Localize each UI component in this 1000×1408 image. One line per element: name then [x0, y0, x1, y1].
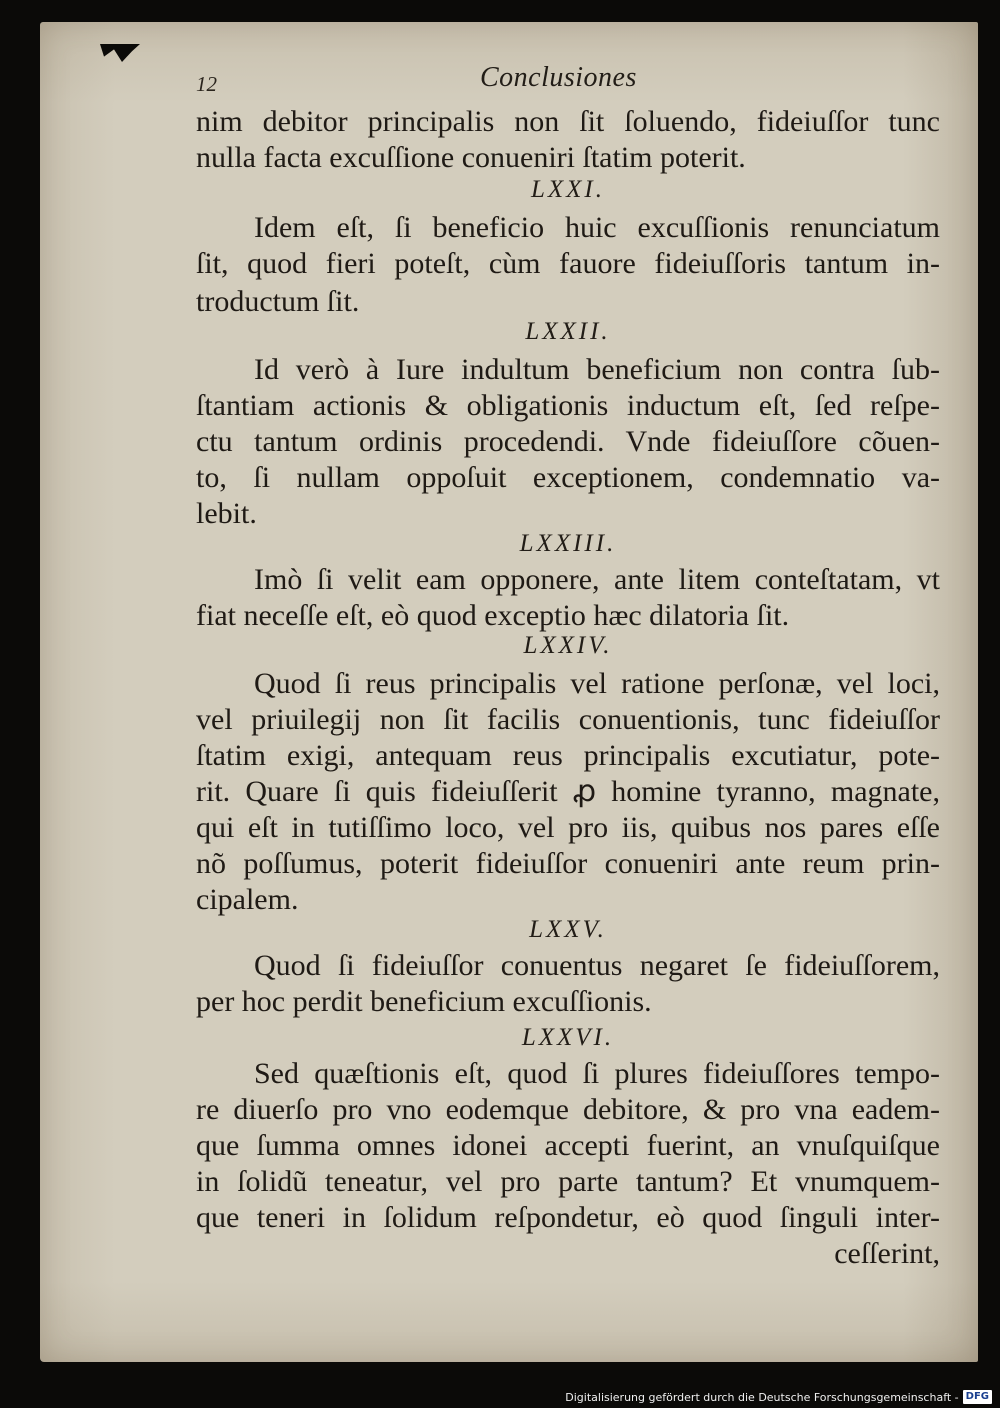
- text-line: re diuerſo pro vno eodemque debitore, & pro vna eadem-: [196, 1093, 940, 1126]
- text-line: nulla facta excuſſione conueniri ſtatim poterit.: [196, 141, 746, 174]
- text-line: rit. Quare ſi quis fideiuſſerit ꝓ homine tyranno, magnate,: [196, 775, 940, 808]
- torn-corner: [100, 44, 140, 62]
- text-line: Idem eſt, ſi beneficio huic excuſſionis renunciatum: [254, 211, 940, 244]
- text-line: ctu tantum ordinis procedendi. Vnde fideiuſſore cõuen-: [196, 425, 940, 458]
- text-line: nõ poſſumus, poterit fideiuſſor conueniri ante reum prin-: [196, 847, 940, 880]
- text-line: per hoc perdit beneficium excuſſionis.: [196, 985, 652, 1018]
- text-line: que teneri in ſolidum reſpondetur, eò quod ſinguli inter-: [196, 1201, 940, 1234]
- section-numeral: LXXV.: [529, 916, 607, 943]
- dfg-logo: DFG: [963, 1390, 992, 1404]
- text-line: que ſumma omnes idonei accepti fuerint, an vnuſquiſque: [196, 1129, 940, 1162]
- text-line: to, ſi nullam oppoſuit exceptionem, condemnatio va-: [196, 461, 940, 494]
- text-line: cipalem.: [196, 883, 299, 916]
- text-line: ſtatim exigi, antequam reus principalis excutiatur, pote-: [196, 739, 940, 772]
- page-header: [196, 62, 936, 102]
- section-numeral: LXXII.: [525, 318, 611, 345]
- section-numeral: LXXIV.: [523, 632, 613, 659]
- section-numeral: LXXVI.: [521, 1024, 615, 1051]
- text-line: troductum ſit.: [196, 285, 360, 318]
- section-numeral: LXXIII.: [519, 530, 617, 557]
- text-line: lebit.: [196, 497, 257, 530]
- text-line: Id verò à Iure indultum beneficium non contra ſub-: [254, 353, 940, 386]
- text-line: ſtantiam actionis & obligationis inductum eſt, ſed reſpe-: [196, 389, 940, 422]
- page-number: 12: [196, 72, 217, 96]
- text-line: Quod ſi fideiuſſor conuentus negaret ſe fideiuſſorem,: [254, 949, 940, 982]
- text-line: ceſſerint,: [834, 1237, 940, 1270]
- text-line: in ſolidũ teneatur, vel pro parte tantum? Et vnumquem-: [196, 1165, 940, 1198]
- text-line: Imò ſi velit eam opponere, ante litem conteſtatam, vt: [254, 563, 940, 596]
- text-line: vel priuilegij non ſit facilis conuentionis, tunc fideiuſſor: [196, 703, 940, 736]
- footer-credit: Digitalisierung gefördert durch die Deutsche Forschungsgemeinschaft -: [565, 1390, 959, 1404]
- section-numeral: LXXI.: [530, 176, 606, 203]
- text-line: nim debitor principalis non ſit ſoluendo, fideiuſſor tunc: [196, 105, 940, 138]
- text-line: Sed quæſtionis eſt, quod ſi plures fideiuſſores tempo-: [254, 1057, 940, 1090]
- text-line: ſit, quod fieri poteſt, cùm fauore fideiuſſoris tantum in-: [196, 247, 940, 280]
- text-line: Quod ſi reus principalis vel ratione perſonæ, vel loci,: [254, 667, 940, 700]
- running-head: Conclusiones: [480, 62, 637, 93]
- text-line: qui eſt in tutiſſimo loco, vel pro iis, quibus nos pares eſſe: [196, 811, 940, 844]
- text-line: fiat neceſſe eſt, eò quod exceptio hæc dilatoria ſit.: [196, 599, 790, 632]
- digitization-footer: [565, 1390, 992, 1404]
